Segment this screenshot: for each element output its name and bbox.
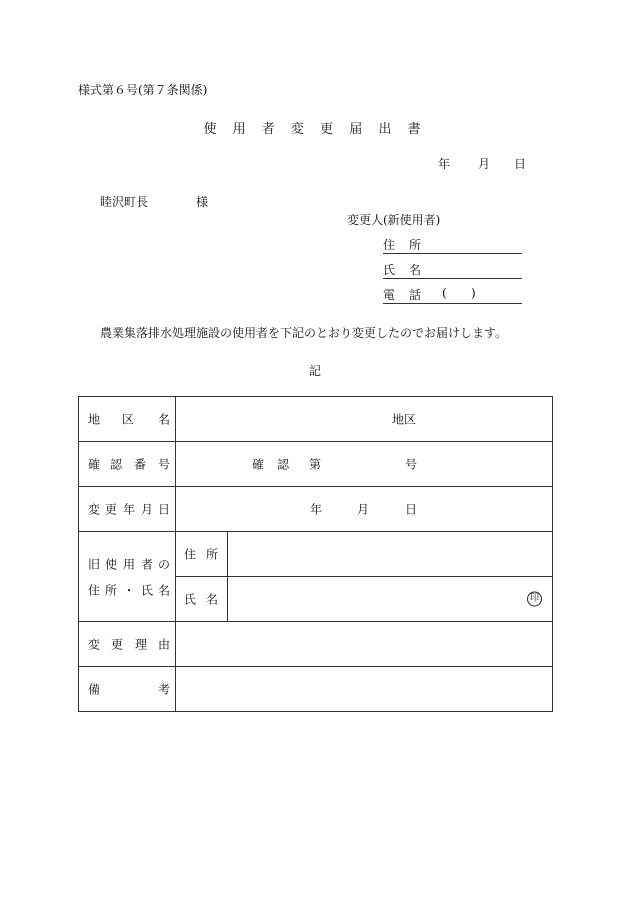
date-part: 年 bbox=[310, 502, 323, 517]
label-char: 理 bbox=[135, 637, 148, 652]
confirm-part: 第 bbox=[309, 457, 322, 472]
honorific: 様 bbox=[196, 195, 209, 209]
label-char: 由 bbox=[158, 637, 171, 652]
label-char: 確 bbox=[88, 457, 101, 472]
district-label bbox=[79, 397, 176, 442]
label-char: 氏 bbox=[141, 583, 154, 598]
remarks-value[interactable] bbox=[176, 667, 553, 712]
old-user-name-value[interactable] bbox=[228, 577, 553, 622]
table-row bbox=[79, 487, 553, 532]
label-char: 名 bbox=[158, 583, 171, 598]
label-char: ・ bbox=[123, 583, 136, 598]
label-char: 備 bbox=[88, 682, 101, 697]
phone-paren-close: ) bbox=[471, 286, 476, 300]
label-char: 月 bbox=[141, 502, 154, 517]
intro-text: 農業集落排水処理施設の使用者を下記のとおり変更したのでお届けします。 bbox=[100, 326, 508, 340]
old-user-address-label bbox=[176, 532, 228, 577]
change-date-value[interactable] bbox=[176, 487, 553, 532]
applicant-address-label-2: 所 bbox=[409, 238, 422, 252]
old-user-name-label bbox=[176, 577, 228, 622]
label-char: 号 bbox=[158, 457, 171, 472]
old-user-address-value[interactable] bbox=[228, 532, 553, 577]
table-row bbox=[79, 397, 553, 442]
district-value[interactable] bbox=[176, 397, 553, 442]
applicant-name-label-2: 名 bbox=[409, 263, 422, 277]
addressee: 睦沢町長 bbox=[100, 195, 149, 209]
details-table bbox=[78, 396, 553, 712]
confirm-part: 確 bbox=[252, 457, 265, 472]
change-date-label bbox=[79, 487, 176, 532]
label-char: 氏 bbox=[184, 592, 197, 607]
label-char: 変 bbox=[88, 637, 101, 652]
label-char: 年 bbox=[123, 502, 136, 517]
table-row bbox=[79, 532, 553, 577]
label-char: 用 bbox=[123, 557, 136, 572]
label-char: 考 bbox=[158, 682, 171, 697]
date-day: 日 bbox=[514, 157, 527, 171]
table-row bbox=[79, 667, 553, 712]
label-char: 住 bbox=[184, 547, 197, 562]
label-char: 変 bbox=[88, 502, 101, 517]
applicant-name-field[interactable] bbox=[383, 261, 522, 279]
label-char: 名 bbox=[206, 592, 219, 607]
confirm-number-value[interactable] bbox=[176, 442, 553, 487]
label-char: 所 bbox=[105, 583, 118, 598]
reason-label bbox=[79, 622, 176, 667]
confirm-part: 号 bbox=[405, 457, 418, 472]
phone-paren-open: ( bbox=[442, 286, 447, 300]
table-row bbox=[79, 442, 553, 487]
label-char: 者 bbox=[141, 557, 154, 572]
remarks-label bbox=[79, 667, 176, 712]
district-suffix: 地区 bbox=[392, 412, 417, 427]
confirm-number-label bbox=[79, 442, 176, 487]
applicant-phone-label-2: 話 bbox=[409, 288, 422, 302]
applicant-address-label-1: 住 bbox=[383, 238, 396, 252]
label-char: 地 bbox=[88, 412, 101, 427]
applicant-phone-label-1: 電 bbox=[383, 288, 396, 302]
reason-value[interactable] bbox=[176, 622, 553, 667]
date-year: 年 bbox=[438, 157, 451, 171]
old-user-label bbox=[79, 532, 176, 622]
date-part: 日 bbox=[405, 502, 418, 517]
label-char: 名 bbox=[158, 412, 171, 427]
date-part: 月 bbox=[357, 502, 370, 517]
label-char: 旧 bbox=[88, 557, 101, 572]
date-month: 月 bbox=[478, 157, 491, 171]
label-char: 所 bbox=[206, 547, 219, 562]
applicant-label: 変更人(新使用者) bbox=[347, 213, 441, 227]
label-char: 番 bbox=[134, 457, 147, 472]
label-char: 認 bbox=[110, 457, 123, 472]
label-char: 更 bbox=[105, 502, 118, 517]
applicant-address-field[interactable] bbox=[383, 236, 522, 254]
applicant-phone-field[interactable] bbox=[383, 286, 522, 304]
ki-heading: 記 bbox=[308, 364, 321, 378]
applicant-name-label-1: 氏 bbox=[383, 263, 396, 277]
label-char: 日 bbox=[158, 502, 171, 517]
label-char: 使 bbox=[105, 557, 118, 572]
seal-icon: 印 bbox=[527, 592, 542, 607]
confirm-part: 認 bbox=[277, 457, 290, 472]
table-row bbox=[79, 622, 553, 667]
label-char: 区 bbox=[122, 412, 135, 427]
document-title: 使 用 者 変 更 届 出 書 bbox=[203, 122, 427, 137]
label-char: 更 bbox=[111, 637, 124, 652]
form-number: 様式第６号(第７条関係) bbox=[78, 83, 208, 97]
label-char: の bbox=[158, 557, 171, 572]
label-char: 住 bbox=[88, 583, 101, 598]
